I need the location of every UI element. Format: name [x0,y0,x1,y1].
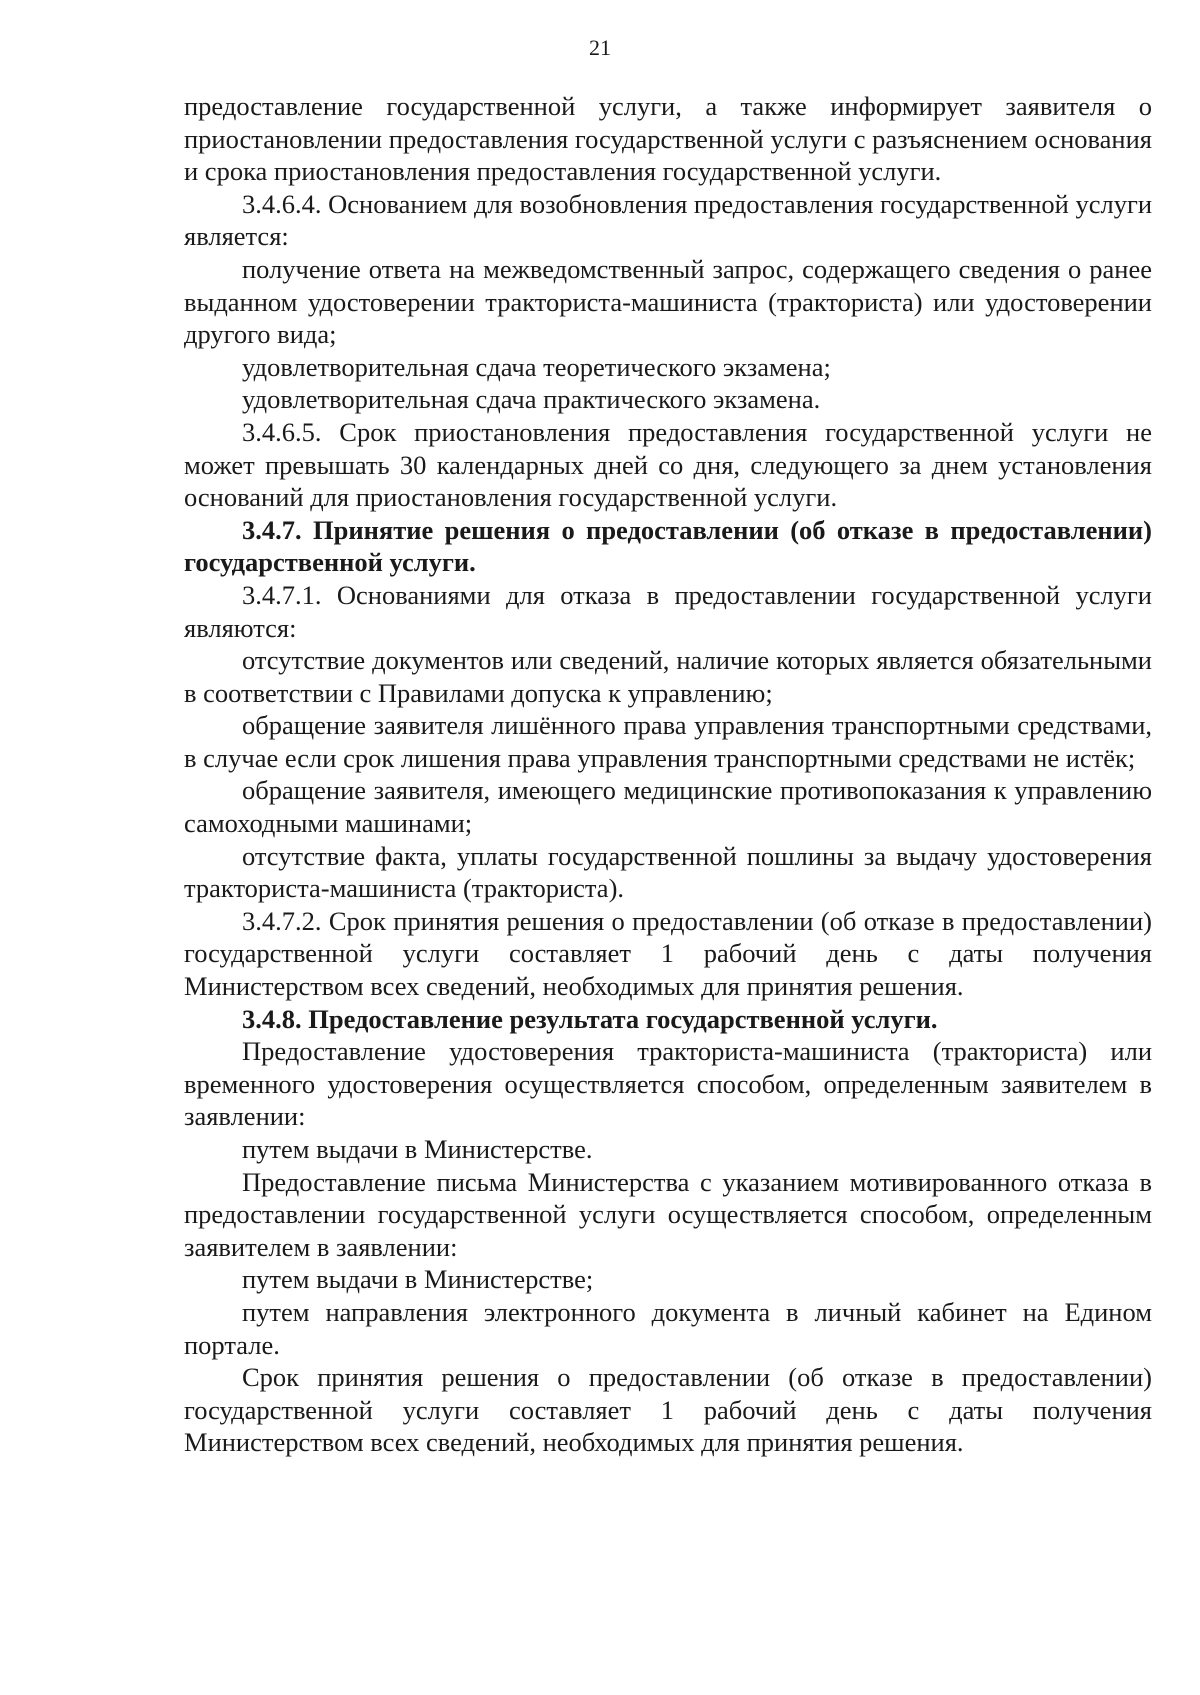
paragraph: Предоставление удостоверения тракториста-машиниста (тракториста) или временного удостоверения осуществляется способом, определенным заявителем в заявлении: [184,1036,1152,1132]
list-item: получение ответа на межведомственный запрос, содержащего сведения о ранее выданном удостоверении тракториста-машиниста (тракториста) или удостоверении другого вида; [184,253,1152,350]
list-item: путем выдачи в Министерстве. [242,1134,593,1164]
list-item: путем направления электронного документа в личный кабинет на Едином портале. [184,1296,1152,1360]
list-item: путем выдачи в Министерстве; [242,1264,594,1295]
paragraph-continuation: предоставление государственной услуги, а также информирует заявителя о приостановлении предоставления государственной услуги с разъяснением основания и срока приостановления предоставления государственной услуги. [184,91,1152,187]
clause-3-4-7-1: 3.4.7.1. Основаниями для отказа в предоставлении государственной услуги являются: [184,579,1152,643]
list-item: обращение заявителя, имеющего медицинские противопоказания к управлению самоходными машинами; [184,775,1152,839]
list-item: удовлетворительная сдача теоретического экзамена; [242,351,831,382]
document-body [184,90,1152,1459]
list-item: обращение заявителя лишённого права управления транспортными средствами, в случае если срок лишения права управления транспортными средствами не истёк; [184,710,1152,773]
clause-3-4-6-5: 3.4.6.5. Срок приостановления предоставления государственной услуги не может превышать 30 календарных дней со дня, следующего за днем установления оснований для приостановления государственной услуги. [184,416,1152,513]
list-item: отсутствие документов или сведений, наличие которых является обязательными в соответствии с Правилами допуска к управлению; [184,645,1152,708]
page-number: 21 [589,35,611,60]
section-heading-3-4-8: 3.4.8. Предоставление результата государственной услуги. [242,1003,938,1034]
paragraph: Срок принятия решения о предоставлении (об отказе в предоставлении) государственной услуги составляет 1 рабочий день с даты получения Министерством всех сведений, необходимых для принятия решения. [184,1362,1152,1458]
clause-3-4-7-2: 3.4.7.2. Срок принятия решения о предоставлении (об отказе в предоставлении) государственной услуги составляет 1 рабочий день с даты получения Министерством всех сведений, необходимых для принятия решения. [184,905,1152,1002]
clause-3-4-6-4: 3.4.6.4. Основанием для возобновления предоставления государственной услуги является: [184,188,1152,252]
list-item: удовлетворительная сдача практического экзамена. [242,384,821,415]
section-heading-3-4-7: 3.4.7. Принятие решения о предоставлении (об отказе в предоставлении) государственной услуги. [184,514,1152,578]
paragraph: Предоставление письма Министерства с указанием мотивированного отказа в предоставлении государственной услуги осуществляется способом, определенным заявителем в заявлении: [184,1166,1152,1262]
list-item: отсутствие факта, уплаты государственной пошлины за выдачу удостоверения тракториста-машиниста (тракториста). [184,840,1152,904]
